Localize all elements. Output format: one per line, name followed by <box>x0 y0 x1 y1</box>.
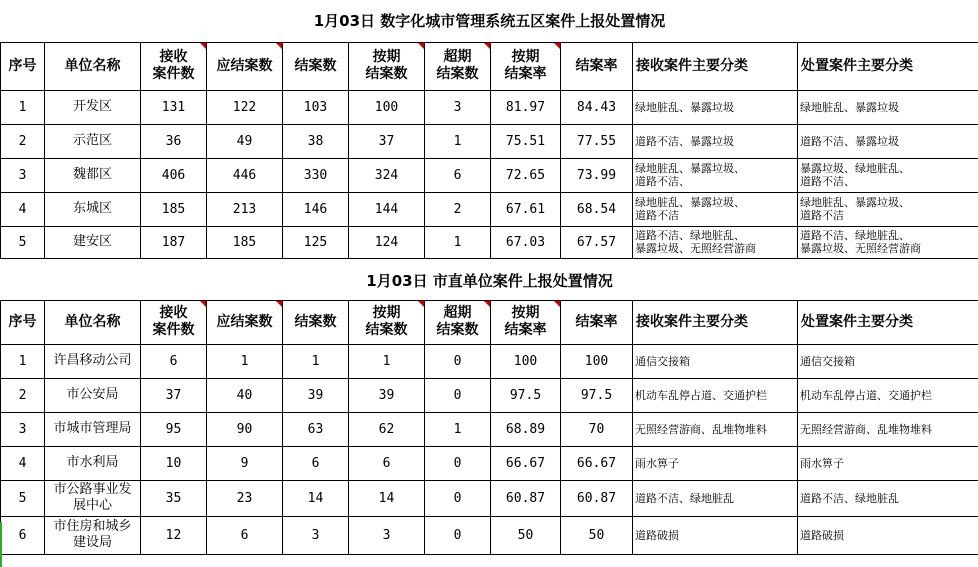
cell-proc-cat[interactable]: 道路不洁、绿地脏乱、 暴露垃圾、无照经营游商 <box>798 226 978 258</box>
cell-received[interactable]: 35 <box>141 480 207 516</box>
header-due[interactable] <box>207 42 283 90</box>
header-label: 处置案件主要分类 <box>801 57 913 74</box>
cell-proc-cat[interactable]: 暴露垃圾、绿地脏乱、 道路不洁、 <box>798 158 978 192</box>
cell-recv-cat[interactable]: 道路不洁、绿地脏乱 <box>633 480 798 516</box>
cell-overdue[interactable]: 1 <box>425 226 491 258</box>
cell-closed[interactable]: 125 <box>283 226 349 258</box>
header-label: 接收案件主要分类 <box>636 57 748 74</box>
comment-indicator-icon[interactable] <box>554 301 560 307</box>
table-row <box>1 192 978 226</box>
cell-unit[interactable]: 市公安局 <box>45 378 141 412</box>
header-close-rate[interactable] <box>561 42 633 90</box>
cell-proc-cat[interactable]: 道路破损 <box>798 516 978 554</box>
cell-due[interactable]: 446 <box>207 158 283 192</box>
cell-recv-cat[interactable]: 无照经营游商、乱堆物堆料 <box>633 412 798 446</box>
cell-due[interactable]: 40 <box>207 378 283 412</box>
cell-close-rate[interactable]: 70 <box>561 412 633 446</box>
cell-recv-cat[interactable]: 绿地脏乱、暴露垃圾 <box>633 90 798 124</box>
cell-ontime-rate[interactable]: 67.03 <box>491 226 561 258</box>
table-row <box>1 90 978 124</box>
cell-due[interactable]: 6 <box>207 516 283 554</box>
comment-indicator-icon[interactable] <box>200 43 206 49</box>
cell-unit[interactable]: 建安区 <box>45 226 141 258</box>
cell-ontime[interactable]: 1 <box>349 344 425 378</box>
cell-unit[interactable]: 魏都区 <box>45 158 141 192</box>
header-overdue[interactable] <box>425 42 491 90</box>
header-label: 结案率 <box>575 313 618 330</box>
cell-seq[interactable]: 3 <box>1 412 45 446</box>
header-overdue[interactable] <box>425 300 491 344</box>
cell-close-rate[interactable]: 84.43 <box>561 90 633 124</box>
header-ontime-rate[interactable] <box>491 42 561 90</box>
header-label: 接收案件主要分类 <box>636 313 748 330</box>
cell-ontime-rate[interactable]: 72.65 <box>491 158 561 192</box>
cell-closed[interactable]: 1 <box>283 344 349 378</box>
cell-ontime-rate[interactable]: 60.87 <box>491 480 561 516</box>
cell-overdue[interactable]: 2 <box>425 192 491 226</box>
cell-seq[interactable]: 5 <box>1 226 45 258</box>
cell-unit[interactable]: 开发区 <box>45 90 141 124</box>
cell-proc-cat[interactable]: 道路不洁、绿地脏乱 <box>798 480 978 516</box>
header-ontime[interactable] <box>349 300 425 344</box>
cell-recv-cat[interactable]: 通信交接箱 <box>633 344 798 378</box>
header-label: 单位名称 <box>64 57 121 74</box>
header-ontime-rate[interactable] <box>491 300 561 344</box>
cell-closed[interactable]: 39 <box>283 378 349 412</box>
cell-received[interactable]: 131 <box>141 90 207 124</box>
cell-ontime[interactable]: 14 <box>349 480 425 516</box>
table-row <box>1 226 978 258</box>
table-title: 1月03日 市直单位案件上报处置情况 <box>366 272 613 291</box>
cell-received[interactable]: 12 <box>141 516 207 554</box>
header-recv-cat[interactable] <box>633 300 798 344</box>
cell-ontime-rate[interactable]: 75.51 <box>491 124 561 158</box>
cell-closed[interactable]: 146 <box>283 192 349 226</box>
header-label: 接收 案件数 <box>152 305 195 338</box>
cell-proc-cat[interactable]: 通信交接箱 <box>798 344 978 378</box>
cell-proc-cat[interactable]: 道路不洁、暴露垃圾 <box>798 124 978 158</box>
cell-ontime-rate[interactable]: 97.5 <box>491 378 561 412</box>
header-label: 序号 <box>8 57 37 74</box>
header-label: 按期 结案数 <box>365 49 408 82</box>
district-table <box>0 0 978 259</box>
cell-unit[interactable]: 市城市管理局 <box>45 412 141 446</box>
header-label: 按期 结案率 <box>504 49 547 82</box>
cell-proc-cat[interactable]: 绿地脏乱、暴露垃圾、 道路不洁 <box>798 192 978 226</box>
cell-closed[interactable]: 3 <box>283 516 349 554</box>
cell-close-rate[interactable]: 50 <box>561 516 633 554</box>
cell-ontime[interactable]: 144 <box>349 192 425 226</box>
header-label: 超期 结案数 <box>436 305 479 338</box>
cell-overdue[interactable]: 3 <box>425 90 491 124</box>
cell-recv-cat[interactable]: 道路不洁、暴露垃圾 <box>633 124 798 158</box>
cell-due[interactable]: 213 <box>207 192 283 226</box>
cell-unit[interactable]: 示范区 <box>45 124 141 158</box>
cell-ontime[interactable]: 62 <box>349 412 425 446</box>
header-label: 单位名称 <box>64 313 121 330</box>
cell-received[interactable]: 187 <box>141 226 207 258</box>
cell-closed[interactable]: 103 <box>283 90 349 124</box>
header-due[interactable] <box>207 300 283 344</box>
cell-closed[interactable]: 6 <box>283 446 349 480</box>
header-label: 结案数 <box>294 313 337 330</box>
comment-indicator-icon[interactable] <box>276 43 282 49</box>
table-row <box>1 516 978 554</box>
header-recv-cat[interactable] <box>633 42 798 90</box>
cell-unit[interactable]: 东城区 <box>45 192 141 226</box>
header-seq[interactable] <box>1 42 45 90</box>
header-received[interactable] <box>141 42 207 90</box>
cell-seq[interactable]: 1 <box>1 90 45 124</box>
table-row <box>1 480 978 516</box>
cell-received[interactable]: 36 <box>141 124 207 158</box>
cell-received[interactable]: 95 <box>141 412 207 446</box>
cell-received[interactable]: 185 <box>141 192 207 226</box>
cell-overdue[interactable]: 0 <box>425 344 491 378</box>
header-proc-cat[interactable] <box>798 300 978 344</box>
cell-ontime[interactable]: 3 <box>349 516 425 554</box>
header-label: 超期 结案数 <box>436 49 479 82</box>
cell-seq[interactable]: 4 <box>1 192 45 226</box>
header-label: 按期 结案率 <box>504 305 547 338</box>
cell-ontime-rate[interactable]: 67.61 <box>491 192 561 226</box>
cell-recv-cat[interactable]: 绿地脏乱、暴露垃圾、 道路不洁 <box>633 192 798 226</box>
cell-recv-cat[interactable]: 雨水箅子 <box>633 446 798 480</box>
cell-overdue[interactable]: 6 <box>425 158 491 192</box>
header-label: 按期 结案数 <box>365 305 408 338</box>
cell-ontime[interactable]: 39 <box>349 378 425 412</box>
cell-overdue[interactable]: 1 <box>425 412 491 446</box>
cell-due[interactable]: 23 <box>207 480 283 516</box>
cell-ontime[interactable]: 124 <box>349 226 425 258</box>
cell-received[interactable]: 406 <box>141 158 207 192</box>
cell-recv-cat[interactable]: 道路不洁、绿地脏乱、 暴露垃圾、无照经营游商 <box>633 226 798 258</box>
header-label: 接收 案件数 <box>152 49 195 82</box>
cell-overdue[interactable]: 0 <box>425 446 491 480</box>
cell-ontime[interactable]: 100 <box>349 90 425 124</box>
cell-received[interactable]: 10 <box>141 446 207 480</box>
header-label: 应结案数 <box>216 57 273 74</box>
cell-proc-cat[interactable]: 雨水箅子 <box>798 446 978 480</box>
header-closed[interactable] <box>283 300 349 344</box>
table-row <box>1 158 978 192</box>
table-row <box>1 446 978 480</box>
cell-close-rate[interactable]: 68.54 <box>561 192 633 226</box>
header-received[interactable] <box>141 300 207 344</box>
cell-seq[interactable]: 2 <box>1 378 45 412</box>
table-row <box>1 378 978 412</box>
cell-recv-cat[interactable]: 机动车乱停占道、交通护栏 <box>633 378 798 412</box>
cell-due[interactable]: 1 <box>207 344 283 378</box>
cell-overdue[interactable]: 0 <box>425 480 491 516</box>
cell-ontime-rate[interactable]: 81.97 <box>491 90 561 124</box>
cell-close-rate[interactable]: 67.57 <box>561 226 633 258</box>
cell-closed[interactable]: 14 <box>283 480 349 516</box>
cell-seq[interactable]: 1 <box>1 344 45 378</box>
cell-closed[interactable]: 63 <box>283 412 349 446</box>
municipal-table <box>0 262 978 555</box>
header-ontime[interactable] <box>349 42 425 90</box>
comment-indicator-icon[interactable] <box>418 301 424 307</box>
cell-proc-cat[interactable]: 机动车乱停占道、交通护栏 <box>798 378 978 412</box>
cell-proc-cat[interactable]: 绿地脏乱、暴露垃圾 <box>798 90 978 124</box>
cell-due[interactable]: 9 <box>207 446 283 480</box>
header-label: 序号 <box>8 313 37 330</box>
cell-overdue[interactable]: 0 <box>425 378 491 412</box>
table-title: 1月03日 数字化城市管理系统五区案件上报处置情况 <box>313 12 666 31</box>
cell-ontime[interactable]: 37 <box>349 124 425 158</box>
cell-closed[interactable]: 330 <box>283 158 349 192</box>
cell-close-rate[interactable]: 66.67 <box>561 446 633 480</box>
cell-seq[interactable]: 5 <box>1 480 45 516</box>
table-row <box>1 344 978 378</box>
cell-close-rate[interactable]: 100 <box>561 344 633 378</box>
table-row <box>1 412 978 446</box>
header-closed[interactable] <box>283 42 349 90</box>
cell-ontime[interactable]: 6 <box>349 446 425 480</box>
comment-indicator-icon[interactable] <box>554 43 560 49</box>
cell-ontime-rate[interactable]: 100 <box>491 344 561 378</box>
cell-due[interactable]: 49 <box>207 124 283 158</box>
cell-seq[interactable]: 2 <box>1 124 45 158</box>
cell-unit[interactable]: 市水利局 <box>45 446 141 480</box>
header-label: 应结案数 <box>216 313 273 330</box>
comment-indicator-icon[interactable] <box>418 43 424 49</box>
cell-ontime-rate[interactable]: 68.89 <box>491 412 561 446</box>
cell-close-rate[interactable]: 60.87 <box>561 480 633 516</box>
comment-indicator-icon[interactable] <box>200 301 206 307</box>
header-seq[interactable] <box>1 300 45 344</box>
selection-edge <box>0 522 2 567</box>
cell-closed[interactable]: 38 <box>283 124 349 158</box>
cell-seq[interactable]: 3 <box>1 158 45 192</box>
cell-received[interactable]: 37 <box>141 378 207 412</box>
cell-ontime-rate[interactable]: 50 <box>491 516 561 554</box>
cell-due[interactable]: 185 <box>207 226 283 258</box>
cell-recv-cat[interactable]: 道路破损 <box>633 516 798 554</box>
cell-close-rate[interactable]: 97.5 <box>561 378 633 412</box>
cell-received[interactable]: 6 <box>141 344 207 378</box>
cell-unit[interactable]: 市住房和城乡 建设局 <box>45 516 141 554</box>
cell-recv-cat[interactable]: 绿地脏乱、暴露垃圾、 道路不洁、 <box>633 158 798 192</box>
cell-overdue[interactable]: 1 <box>425 124 491 158</box>
cell-close-rate[interactable]: 73.99 <box>561 158 633 192</box>
header-label: 结案数 <box>294 57 337 74</box>
cell-ontime-rate[interactable]: 66.67 <box>491 446 561 480</box>
header-unit[interactable] <box>45 300 141 344</box>
header-label: 结案率 <box>575 57 618 74</box>
cell-due[interactable]: 122 <box>207 90 283 124</box>
cell-due[interactable]: 90 <box>207 412 283 446</box>
header-close-rate[interactable] <box>561 300 633 344</box>
cell-close-rate[interactable]: 77.55 <box>561 124 633 158</box>
cell-unit[interactable]: 许昌移动公司 <box>45 344 141 378</box>
table-row <box>1 124 978 158</box>
cell-overdue[interactable]: 0 <box>425 516 491 554</box>
comment-indicator-icon[interactable] <box>276 301 282 307</box>
header-proc-cat[interactable] <box>798 42 978 90</box>
header-label: 处置案件主要分类 <box>801 313 913 330</box>
cell-seq[interactable]: 6 <box>1 516 45 554</box>
cell-ontime[interactable]: 324 <box>349 158 425 192</box>
header-unit[interactable] <box>45 42 141 90</box>
cell-proc-cat[interactable]: 无照经营游商、乱堆物堆料 <box>798 412 978 446</box>
cell-unit[interactable]: 市公路事业发 展中心 <box>45 480 141 516</box>
comment-indicator-icon[interactable] <box>484 43 490 49</box>
comment-indicator-icon[interactable] <box>484 301 490 307</box>
cell-seq[interactable]: 4 <box>1 446 45 480</box>
